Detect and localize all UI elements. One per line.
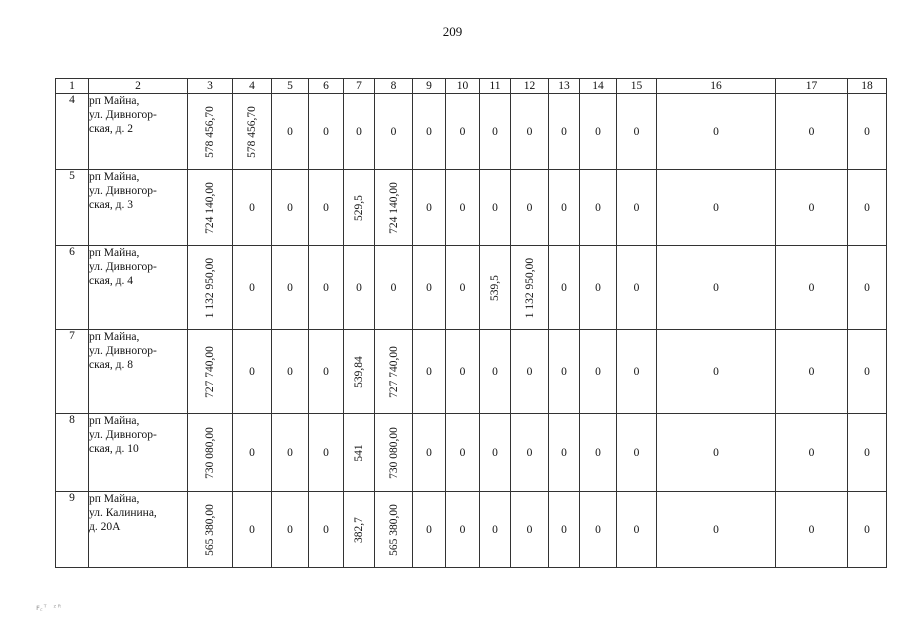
zero-cell: 0 <box>272 414 309 492</box>
zero-cell: 0 <box>413 170 446 246</box>
column-header: 10 <box>446 79 480 94</box>
address-line: ул. Дивногор- <box>89 185 157 197</box>
zero-cell: 0 <box>344 94 375 170</box>
zero-cell: 0 <box>657 94 776 170</box>
zero-cell: 0 <box>617 492 657 568</box>
value-cell <box>188 414 233 492</box>
table-body <box>56 94 887 568</box>
zero-cell: 0 <box>580 414 617 492</box>
address-line: рп Майна, <box>89 95 140 107</box>
value-cell <box>375 414 413 492</box>
value-cell <box>480 246 511 330</box>
zero-cell: 0 <box>511 94 549 170</box>
column-header: 5 <box>272 79 309 94</box>
zero-cell: 0 <box>848 330 887 414</box>
value-cell <box>511 246 549 330</box>
zero-cell: 0 <box>617 330 657 414</box>
scan-artifact: ꜰ꜀ᵀ ᶻᴿ <box>36 603 62 612</box>
column-header: 11 <box>480 79 511 94</box>
table-row <box>56 414 887 492</box>
zero-cell: 0 <box>413 246 446 330</box>
zero-cell: 0 <box>309 414 344 492</box>
zero-cell: 0 <box>413 94 446 170</box>
table-row <box>56 246 887 330</box>
header-row <box>56 79 887 94</box>
page-number: 209 <box>442 24 463 39</box>
zero-cell: 0 <box>309 246 344 330</box>
value-cell <box>344 492 375 568</box>
rotated-value: 730 080,00 <box>204 426 216 479</box>
zero-cell: 0 <box>657 330 776 414</box>
value-cell <box>233 94 272 170</box>
rotated-value: 382,7 <box>353 516 365 543</box>
address-line: ская, д. 2 <box>89 123 134 135</box>
zero-cell: 0 <box>549 246 580 330</box>
zero-cell: 0 <box>480 94 511 170</box>
zero-cell: 0 <box>233 414 272 492</box>
rotated-value: 727 740,00 <box>204 345 216 398</box>
zero-cell: 0 <box>776 246 848 330</box>
column-header: 3 <box>188 79 233 94</box>
value-cell <box>344 414 375 492</box>
value-cell <box>188 330 233 414</box>
column-header: 6 <box>309 79 344 94</box>
value-cell <box>375 492 413 568</box>
zero-cell: 0 <box>272 170 309 246</box>
table-row <box>56 170 887 246</box>
rotated-value: 565 380,00 <box>204 503 216 556</box>
zero-cell: 0 <box>549 170 580 246</box>
zero-cell: 0 <box>480 330 511 414</box>
column-header: 16 <box>657 79 776 94</box>
zero-cell: 0 <box>413 492 446 568</box>
value-cell <box>188 246 233 330</box>
address-line: ская, д. 10 <box>89 443 139 455</box>
zero-cell: 0 <box>580 94 617 170</box>
rotated-value: 529,5 <box>353 194 365 221</box>
address-line: рп Майна, <box>89 171 140 183</box>
zero-cell: 0 <box>848 246 887 330</box>
rotated-value: 724 140,00 <box>387 181 400 234</box>
zero-cell: 0 <box>776 94 848 170</box>
value-cell <box>344 170 375 246</box>
address-line: ская, д. 8 <box>89 359 134 371</box>
address-line: д. 20А <box>89 521 121 533</box>
column-header: 17 <box>776 79 848 94</box>
zero-cell: 0 <box>309 170 344 246</box>
zero-cell: 0 <box>309 492 344 568</box>
zero-cell: 0 <box>446 246 480 330</box>
zero-cell: 0 <box>446 170 480 246</box>
zero-cell: 0 <box>413 414 446 492</box>
address-cell <box>89 246 188 330</box>
row-number: 6 <box>56 246 89 330</box>
zero-cell: 0 <box>617 170 657 246</box>
address-line: ул. Дивногор- <box>89 261 157 273</box>
zero-cell: 0 <box>480 414 511 492</box>
zero-cell: 0 <box>446 94 480 170</box>
zero-cell: 0 <box>480 492 511 568</box>
zero-cell: 0 <box>848 170 887 246</box>
address-line: ул. Дивногор- <box>89 345 157 357</box>
column-header: 18 <box>848 79 887 94</box>
zero-cell: 0 <box>549 94 580 170</box>
table-row <box>56 94 887 170</box>
zero-cell: 0 <box>446 414 480 492</box>
value-cell <box>188 94 233 170</box>
zero-cell: 0 <box>617 414 657 492</box>
zero-cell: 0 <box>272 94 309 170</box>
value-cell <box>188 492 233 568</box>
column-header: 2 <box>89 79 188 94</box>
rotated-value: 1 132 950,00 <box>523 257 536 318</box>
rotated-value: 727 740,00 <box>387 345 400 398</box>
zero-cell: 0 <box>375 94 413 170</box>
zero-cell: 0 <box>549 330 580 414</box>
rotated-value: 578 456,70 <box>246 105 258 158</box>
address-line: рп Майна, <box>89 247 140 259</box>
row-number: 7 <box>56 330 89 414</box>
address-line: рп Майна, <box>89 415 140 427</box>
value-cell <box>344 330 375 414</box>
column-header: 9 <box>413 79 446 94</box>
zero-cell: 0 <box>272 330 309 414</box>
zero-cell: 0 <box>657 246 776 330</box>
address-line: ул. Дивногор- <box>89 109 157 121</box>
zero-cell: 0 <box>233 170 272 246</box>
row-number: 9 <box>56 492 89 568</box>
zero-cell: 0 <box>657 492 776 568</box>
zero-cell: 0 <box>272 246 309 330</box>
zero-cell: 0 <box>617 94 657 170</box>
rotated-value: 578 456,70 <box>204 105 216 158</box>
rotated-value: 539,5 <box>489 274 501 301</box>
address-cell <box>89 170 188 246</box>
zero-cell: 0 <box>344 246 375 330</box>
column-header: 12 <box>511 79 549 94</box>
zero-cell: 0 <box>549 414 580 492</box>
column-header: 14 <box>580 79 617 94</box>
address-line: рп Майна, <box>89 331 140 343</box>
rotated-value: 565 380,00 <box>387 503 400 556</box>
rotated-value: 730 080,00 <box>387 426 400 479</box>
zero-cell: 0 <box>480 170 511 246</box>
zero-cell: 0 <box>848 492 887 568</box>
rotated-value: 724 140,00 <box>204 181 216 234</box>
zero-cell: 0 <box>657 414 776 492</box>
zero-cell: 0 <box>848 94 887 170</box>
address-line: ская, д. 3 <box>89 199 134 211</box>
table-row <box>56 492 887 568</box>
column-header: 7 <box>344 79 375 94</box>
column-header: 15 <box>617 79 657 94</box>
column-header: 8 <box>375 79 413 94</box>
table-row <box>56 330 887 414</box>
zero-cell: 0 <box>580 246 617 330</box>
zero-cell: 0 <box>309 94 344 170</box>
zero-cell: 0 <box>580 492 617 568</box>
zero-cell: 0 <box>233 246 272 330</box>
budget-table <box>55 78 887 568</box>
address-cell <box>89 94 188 170</box>
zero-cell: 0 <box>580 330 617 414</box>
zero-cell: 0 <box>549 492 580 568</box>
zero-cell: 0 <box>446 492 480 568</box>
column-header: 4 <box>233 79 272 94</box>
address-cell <box>89 330 188 414</box>
zero-cell: 0 <box>511 492 549 568</box>
address-cell <box>89 414 188 492</box>
zero-cell: 0 <box>848 414 887 492</box>
zero-cell: 0 <box>657 170 776 246</box>
value-cell <box>375 330 413 414</box>
zero-cell: 0 <box>511 414 549 492</box>
zero-cell: 0 <box>511 170 549 246</box>
zero-cell: 0 <box>375 246 413 330</box>
address-line: ул. Калинина, <box>89 507 157 519</box>
address-cell <box>89 492 188 568</box>
value-cell <box>375 170 413 246</box>
zero-cell: 0 <box>413 330 446 414</box>
zero-cell: 0 <box>776 414 848 492</box>
zero-cell: 0 <box>233 330 272 414</box>
zero-cell: 0 <box>309 330 344 414</box>
address-line: ул. Дивногор- <box>89 429 157 441</box>
row-number: 5 <box>56 170 89 246</box>
rotated-value: 539,84 <box>353 355 365 388</box>
rotated-value: 1 132 950,00 <box>204 257 216 318</box>
zero-cell: 0 <box>617 246 657 330</box>
zero-cell: 0 <box>272 492 309 568</box>
address-line: рп Майна, <box>89 493 140 505</box>
zero-cell: 0 <box>511 330 549 414</box>
zero-cell: 0 <box>233 492 272 568</box>
rotated-value: 541 <box>353 443 365 462</box>
column-header: 1 <box>56 79 89 94</box>
value-cell <box>188 170 233 246</box>
zero-cell: 0 <box>776 170 848 246</box>
address-line: ская, д. 4 <box>89 275 134 287</box>
zero-cell: 0 <box>580 170 617 246</box>
zero-cell: 0 <box>446 330 480 414</box>
column-header: 13 <box>549 79 580 94</box>
zero-cell: 0 <box>776 330 848 414</box>
zero-cell: 0 <box>776 492 848 568</box>
row-number: 4 <box>56 94 89 170</box>
row-number: 8 <box>56 414 89 492</box>
